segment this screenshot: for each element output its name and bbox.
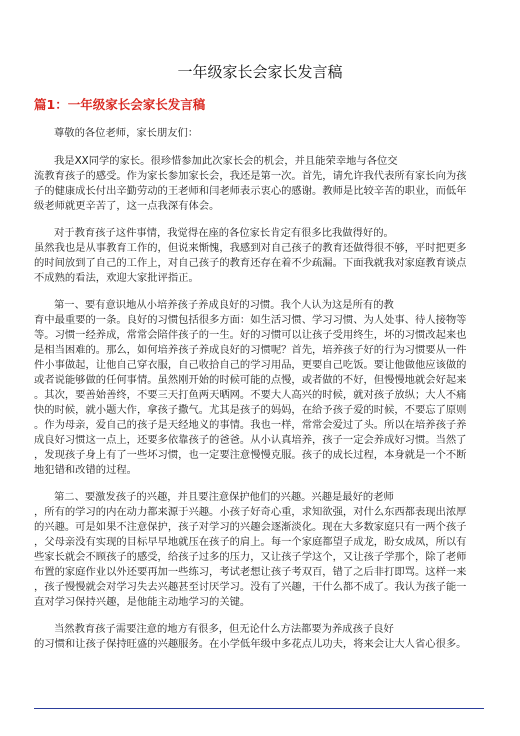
paragraph-line: 子的健康成长付出辛勤劳动的王老师和闫老师表示衷心的感谢。教师是比较辛苦的职业，而低年 xyxy=(34,185,467,197)
paragraph-line: 的兴趣。可是如果不注意保护，孩子对学习的兴趣会逐渐淡化。现在大多数家庭只有一两个孩子 xyxy=(34,521,467,533)
paragraph-line: 是相当困难的。那么，如何培养孩子养成良好的习惯呢？首先，培养孩子好的行为习惯要从一件 xyxy=(34,344,467,356)
paragraph-line: 些家长就会不顾孩子的感受，给孩子过多的压力，又让孩子学这个，又让孩子学那个，除了老师 xyxy=(34,551,467,563)
paragraph-line: ，发现孩子身上有了一些坏习惯，也一定要注意慢慢克服。孩子的成长过程，本身就是一个不断 xyxy=(34,449,467,461)
paragraph-line: 第一、要有意识地从小培养孩子养成良好的习惯。我个人认为这是所有的教 xyxy=(54,299,394,311)
paragraph-line: 。其次，要善始善终，不要三天打鱼两天晒网。不要大人高兴的时候，就对孩子放纵；大人不痛 xyxy=(34,389,467,401)
paragraph-line: 布置的家庭作业以外还要再加一些练习，考试老想让孩子考双百，错了之后非打即骂。这样一来 xyxy=(34,566,467,578)
paragraph-line: 当然教育孩子需要注意的地方有很多，但无论什么方法都要为养成孩子良好 xyxy=(54,623,394,635)
paragraph-line: 的时间放到了自己的工作上，对自己孩子的教育还存在着不少疏漏。下面我就我对家庭教育谈点 xyxy=(34,257,467,269)
section-title: 篇1：一年级家长会家长发言稿 xyxy=(34,97,206,112)
paragraph-line: 第二、要激发孩子的兴趣，并且要注意保护他们的兴趣。兴趣是最好的老师 xyxy=(54,491,394,503)
footer-divider xyxy=(34,708,484,709)
paragraph-line: 育中最重要的一条。良好的习惯包括很多方面：如生活习惯、学习习惯、为人处事、待人接物等 xyxy=(34,314,467,326)
paragraph-line: 级老师就更辛苦了，这一点我深有体会。 xyxy=(34,200,220,212)
document-title: 一年级家长会家长发言稿 xyxy=(177,63,343,81)
paragraph-line: 的习惯和让孩子保持旺盛的兴趣服务。在小学低年级中多花点儿功夫，将来会让大人省心很多。 xyxy=(34,638,467,650)
paragraph-line: 。作为母亲，爱自己的孩子是天经地义的事情。我也一样，常常会爱过了头。所以在培养孩子养 xyxy=(34,419,467,431)
paragraph-line: 或者说能够做的任何事情。虽然刚开始的时候可能的点慢，或者做的不好，但慢慢地就会好起来 xyxy=(34,374,467,386)
paragraph-line: ，父母亲没有实现的目标早早地就压在孩子的肩上。每一个家庭都望子成龙，盼女成凤，所以有 xyxy=(34,536,467,548)
paragraph-line: 虽然我也是从事教育工作的，但说来惭愧，我感到对自己孩子的教育还做得很不够，平时把更多 xyxy=(34,242,467,254)
paragraph-line: 快的时候，就小题大作，拿孩子撒气。尤其是孩子的妈妈，在给予孩子爱的时候，不要忘了原则 xyxy=(34,404,467,416)
paragraph-line: ，孩子慢慢就会对学习失去兴趣甚至讨厌学习。没有了兴趣，干什么都不成了。我认为孩子能一 xyxy=(34,581,467,593)
paragraph-line: 我是XX同学的家长。很珍惜参加此次家长会的机会，并且能荣幸地与各位交 xyxy=(54,155,398,167)
paragraph-line: 不成熟的看法，欢迎大家批评指正。 xyxy=(34,272,199,284)
paragraph-line: 对于教育孩子这件事情，我觉得在座的各位家长肯定有很多比我做得好的。 xyxy=(54,227,394,239)
paragraph-line: ，所有的学习的内在动力都来源于兴趣。小孩子好奇心重，求知欲强，对什么东西都表现出浓厚 xyxy=(34,506,467,518)
paragraph-line: 件小事做起，让他自己穿衣服，自己收拾自己的学习用品，更要自己吃饭。要让他做他应该做的 xyxy=(34,359,467,371)
paragraph-line: 地犯错和改错的过程。 xyxy=(34,464,137,476)
salutation-line: 尊敬的各位老师，家长朋友们： xyxy=(54,127,199,139)
paragraph-line: 直对学习保持兴趣，是他能主动地学习的关键。 xyxy=(34,596,251,608)
paragraph-line: 流教育孩子的感受。作为家长参加家长会，我还是第一次。首先，请允许我代表所有家长向为孩 xyxy=(34,170,467,182)
paragraph-line: 等。习惯一经养成，常常会陪伴孩子的一生。好的习惯可以让孩子受用终生，坏的习惯改起来也 xyxy=(34,329,467,341)
paragraph-line: 成良好习惯这一点上，还要多依靠孩子的爸爸。从小认真培养，孩子一定会养成好习惯。当然了 xyxy=(34,434,467,446)
